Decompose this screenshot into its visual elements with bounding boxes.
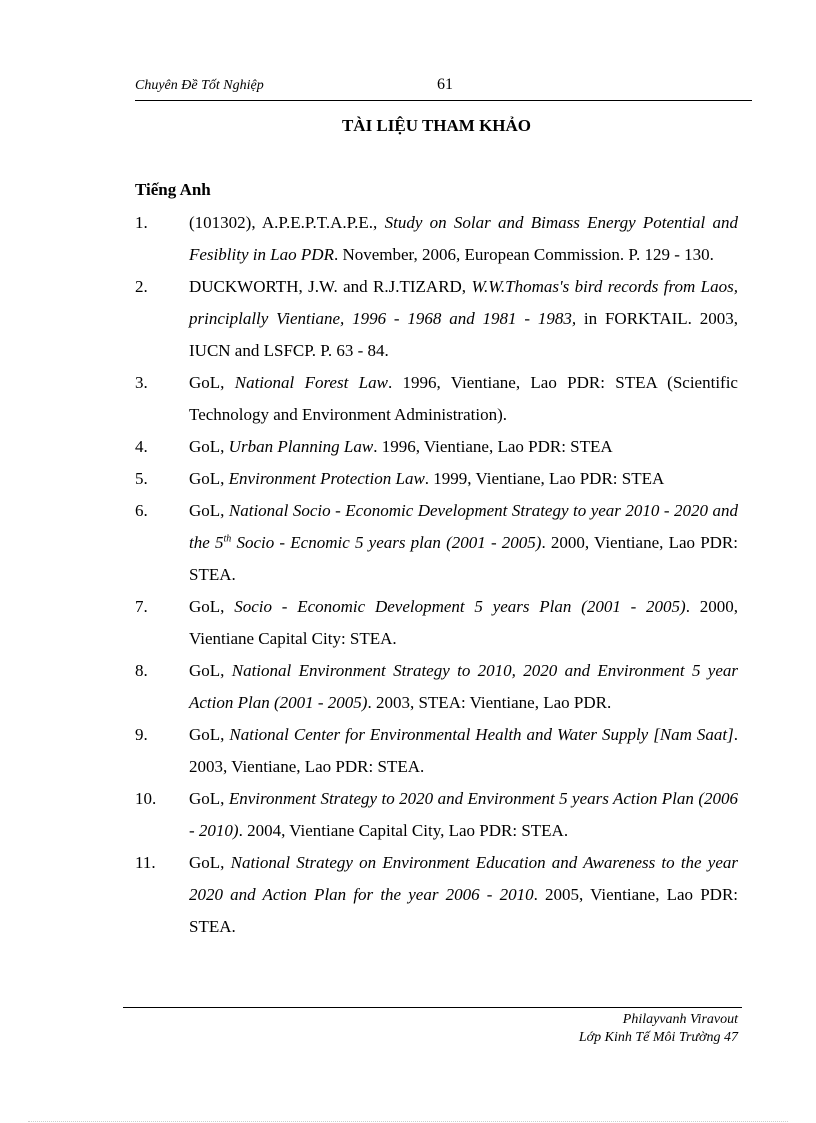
reference-title: National Center for Environmental Health and Water Supply [Nam Saat] (229, 725, 734, 744)
reference-item (135, 847, 738, 943)
reference-details: . 2004, Vientiane Capital City, Lao PDR: STEA. (238, 821, 569, 840)
reference-text (189, 783, 738, 847)
reference-text (189, 463, 738, 495)
page-number: 61 (437, 76, 453, 93)
reference-number: 10. (135, 789, 157, 808)
reference-author: GoL, (189, 661, 232, 680)
reference-item (135, 431, 738, 463)
reference-item (135, 495, 738, 591)
reference-text (189, 591, 738, 655)
reference-details: . 1996, Vientiane, Lao PDR: STEA (Scientific Technology and Environment Administration). (189, 373, 738, 424)
page-edge-divider (28, 1121, 788, 1122)
reference-title: W.W.Thomas's bird records from Laos, principlally Vientiane, 1996 - 1968 and 1981 - 1983, (189, 277, 738, 328)
reference-item (135, 367, 738, 431)
reference-number: 5. (135, 469, 148, 488)
reference-text (189, 207, 738, 271)
reference-number: 7. (135, 597, 148, 616)
reference-list (135, 207, 738, 943)
footer-author: Philayvanh Viravout (622, 1012, 738, 1027)
reference-author: GoL, (189, 853, 231, 872)
reference-number: 2. (135, 277, 148, 296)
reference-author: DUCKWORTH, J.W. and R.J.TIZARD, (189, 277, 472, 296)
reference-item (135, 271, 738, 367)
reference-title: Socio - Economic Development 5 years Plan (2001 - 2005) (234, 597, 686, 616)
reference-author: GoL, (189, 597, 235, 616)
reference-item (135, 207, 738, 271)
header-title: Chuyên Đề Tốt Nghiệp (135, 78, 264, 93)
reference-item (135, 783, 738, 847)
reference-title-part: National Socio - Economic Development Strategy to year 2010 - 2020 and the 5 (189, 501, 738, 552)
reference-details: . 2003, Vientiane, Lao PDR: STEA. (189, 725, 738, 776)
reference-details: . 1996, Vientiane, Lao PDR: STEA (373, 437, 613, 456)
reference-text (189, 655, 738, 719)
reference-title-part: Socio - Ecnomic 5 years plan (2001 - 2005) (231, 533, 542, 552)
reference-number: 11. (135, 853, 156, 872)
page-title: TÀI LIỆU THAM KHẢO (341, 116, 532, 135)
reference-title: Environment Strategy to 2020 and Environment 5 years Action Plan (2006 - 2010) (189, 789, 738, 840)
reference-number: 3. (135, 373, 148, 392)
reference-author: GoL, (189, 501, 229, 520)
reference-text (189, 431, 738, 463)
reference-author: GoL, (189, 437, 229, 456)
reference-author: GoL, (189, 373, 235, 392)
reference-text (189, 495, 738, 591)
reference-number: 4. (135, 437, 148, 456)
reference-title: National Environment Strategy to 2010, 2020 and Environment 5 year Action Plan (2001 - 2005) (189, 661, 738, 712)
reference-number: 1. (135, 213, 148, 232)
page-header (135, 76, 752, 101)
reference-title: National Strategy on Environment Education and Awareness to the year 2020 and Action Plan for the year 2006 - 2010 (189, 853, 738, 904)
reference-text (189, 271, 738, 367)
reference-author: (101302), A.P.E.P.T.A.P.E., (189, 213, 385, 232)
reference-number: 8. (135, 661, 148, 680)
reference-item (135, 655, 738, 719)
footer-class: Lớp Kinh Tế Môi Trường 47 (578, 1030, 738, 1045)
page-footer (123, 1007, 742, 1045)
reference-title: Study on Solar and Bimass Energy Potential and Fesiblity in Lao PDR (189, 213, 738, 264)
reference-title: Environment Protection Law (228, 469, 425, 488)
reference-details: . 1999, Vientiane, Lao PDR: STEA (424, 469, 665, 488)
reference-details: . 2000, Vientiane, Lao PDR: STEA. (189, 533, 738, 584)
reference-item (135, 591, 738, 655)
reference-text (189, 367, 738, 431)
reference-text (189, 847, 738, 943)
reference-item (135, 463, 738, 495)
reference-details: . 2003, STEA: Vientiane, Lao PDR. (367, 693, 612, 712)
reference-number: 6. (135, 501, 148, 520)
reference-details: in FORKTAIL. 2003, IUCN and LSFCP. P. 63 - 84. (189, 309, 738, 360)
reference-title: National Forest Law (234, 373, 388, 392)
reference-author: GoL, (189, 469, 229, 488)
reference-author: GoL, (189, 789, 229, 808)
reference-title: Urban Planning Law (228, 437, 374, 456)
reference-details: . 2000, Vientiane Capital City: STEA. (189, 597, 739, 648)
reference-text (189, 719, 738, 783)
superscript: th (223, 533, 232, 545)
reference-number: 9. (135, 725, 148, 744)
reference-item (135, 719, 738, 783)
reference-details: . 2005, Vientiane, Lao PDR: STEA. (189, 885, 739, 936)
reference-author: GoL, (189, 725, 230, 744)
reference-details: . November, 2006, European Commission. P. 129 - 130. (333, 245, 714, 264)
section-heading: Tiếng Anh (135, 180, 211, 199)
